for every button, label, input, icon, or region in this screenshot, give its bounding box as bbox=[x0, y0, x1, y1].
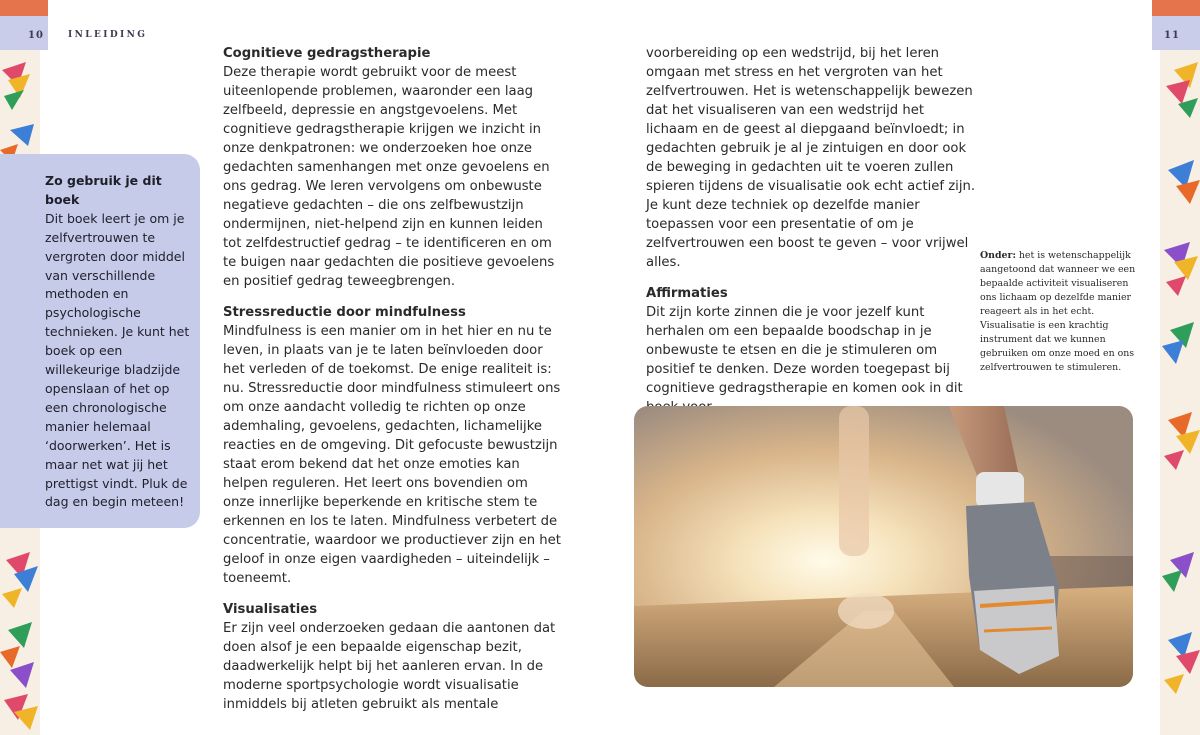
section-body: voorbereiding op een wedstrijd, bij het leren omgaan met stress en het vergroten van het zelfvertrouwen. Het is wetenschappelijk bewezen dat het visualiseren van een wedstrijd het lichaam en de geest al diepgaand beïnvloedt; in gedachten gebruik je al je zintuigen en door ook de beweging in gedachten uit te voeren zullen spieren tijdens de visualisatie ook echt actief zijn. Je kunt deze techniek op dezelfde manier toepassen voor een presentatie of om je zelfvertrouwen een boost te geven – voor vrijwel alles. bbox=[646, 46, 976, 270]
left-page-number: 10 bbox=[28, 30, 44, 41]
section-mindfulness bbox=[223, 303, 563, 588]
runner-legs-illustration bbox=[634, 406, 1133, 687]
section-heading: Stressreductie door mindfulness bbox=[223, 305, 466, 320]
bird-pattern-icon bbox=[1160, 0, 1200, 735]
how-to-use-sidebar bbox=[0, 154, 200, 528]
section-cognitive bbox=[223, 44, 563, 291]
section-visualisation bbox=[223, 600, 563, 714]
section-visualisation-continued bbox=[646, 44, 976, 272]
section-heading: Affirmaties bbox=[646, 286, 728, 301]
running-head: INLEIDING bbox=[68, 30, 148, 40]
left-text-column bbox=[223, 44, 563, 726]
right-decorative-strip bbox=[1160, 0, 1200, 735]
right-page-number: 11 bbox=[1164, 30, 1180, 41]
section-body: Deze therapie wordt gebruikt voor de meest uiteenlopende problemen, waaronder een laag zelfbeeld, depressie en angstgevoelens. Met cognitieve gedragstherapie krijgen we inzicht in onze denkpatronen: we onderzoeken hoe onze gedachten samenhangen met onze gevoelens en ons gedrag. We leren vervolgens om onbewuste negatieve gedachten – die ons zelfbewustzijn ondermijnen, niet-helpend zijn en kunnen leiden tot zelfdestructief gedrag – te identificeren en om te buigen naar gedachten die positieve gevoelens en positief gedrag teweegbrengen. bbox=[223, 65, 555, 289]
sidebar-title: Zo gebruik je dit boek bbox=[45, 173, 162, 207]
right-folio-tab bbox=[1152, 0, 1200, 50]
section-body: Dit zijn korte zinnen die je voor jezelf kunt herhalen om een bepaalde boodschap in je onbewuste te etsen en die je stimuleren om positief te denken. Deze worden toegepast bij cognitieve gedragstherapie en komen ook in dit bbox=[646, 305, 963, 396]
section-body: Er zijn veel onderzoeken gedaan die aantonen dat doen alsof je een bepaalde eigenschap bezit, daadwerkelijk helpt bij het aanleren ervan. In de moderne sportpsychologie wordt visualisatie inmiddels bij atleten gebruikt als mentale bbox=[223, 621, 556, 712]
section-body: Mindfulness is een manier om in het hier en nu te leven, in plaats van je te laten beïnvloeden door het verleden of de toekomst. De enige realiteit is: nu. Stressreductie door mindfulness stimuleert ons om onze aandacht volledig te richten op onze ademhaling, gevoelens, gedachten, lichamelijke reacties en de omgeving. Dit gefocuste bewustzijn staat erom bekend dat het onze emoties kan helpen reguleren. Het leert ons bovendien om onze innerlijke beperkende en kritische stem te erkennen en los te laten. Mindfulness verbetert de concentratie, waardoor we productiever zijn en het geloof in onze eigen vaardigheden – uiteindelijk – toeneemt. bbox=[223, 324, 561, 586]
sidebar-body: Dit boek leert je om je zelfvertrouwen te vergroten door middel van verschillende methoden en psychologische technieken. Je kunt het boek op een willekeurige bladzijde openslaan of het op een chronologische manier helemaal ‘doorwerken’. Het is maar net wat jij het prettigst vindt. Pluk de dag en begin meteen! bbox=[45, 210, 190, 510]
caption-text: het is wetenschappelijk aangetoond dat wanneer we een bepaalde activiteit visualiseren ons lichaam op dezelfde manier reageert als in het echt. Visualisatie is een krachtig instrument dat we kunnen gebruiken om onze moed en ons zelfvertrouwen te stimuleren. bbox=[980, 250, 1136, 373]
caption-label: Onder: bbox=[980, 250, 1016, 261]
right-text-column bbox=[646, 44, 976, 429]
folio-accent-bar bbox=[1152, 0, 1200, 16]
left-folio-tab bbox=[0, 0, 48, 50]
folio-accent-bar bbox=[0, 0, 48, 16]
photo-caption bbox=[980, 249, 1140, 375]
section-heading: Cognitieve gedragstherapie bbox=[223, 46, 431, 61]
section-heading: Visualisaties bbox=[223, 602, 318, 617]
runner-photo bbox=[634, 406, 1133, 687]
section-affirmations bbox=[646, 284, 976, 417]
